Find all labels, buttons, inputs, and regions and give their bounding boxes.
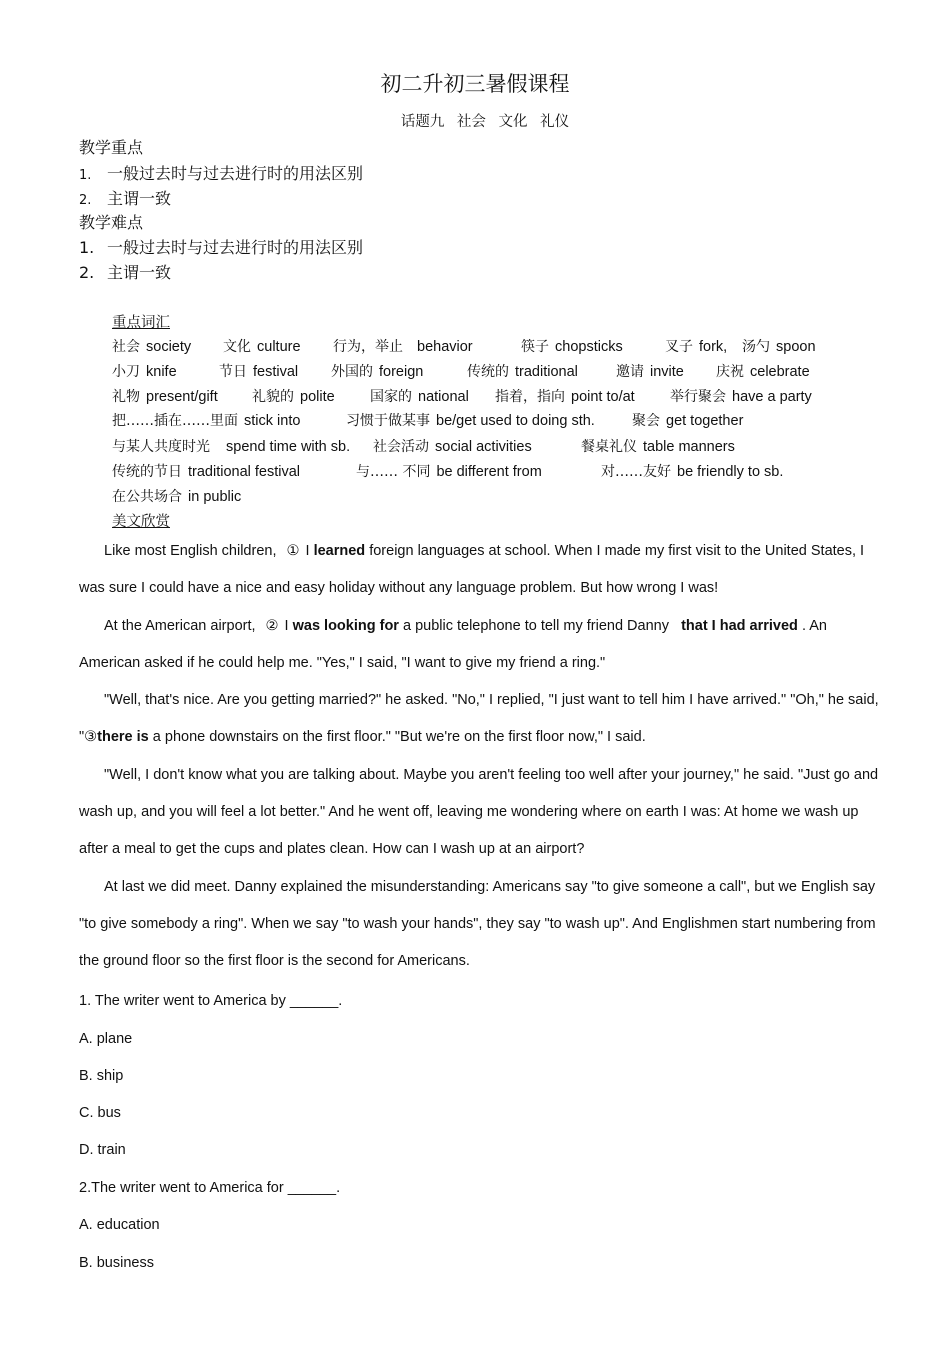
difficulty-item-number: 2. (79, 263, 95, 282)
focus-heading: 教学重点 (79, 138, 144, 157)
option-b: B. business (79, 1255, 154, 1271)
vocab-entry: 邀请 invite (616, 364, 684, 380)
page-subtitle: 话题九 社会 文化 礼仪 (400, 114, 570, 130)
vocab-entry: 聚会 get together (632, 413, 744, 429)
focus-item-number: 1. (79, 168, 92, 183)
difficulty-item (79, 260, 171, 283)
vocab-entry: 习惯于做某事 be/get used to doing sth. (346, 413, 595, 429)
option-a: A. education (79, 1217, 160, 1233)
vocab-entry: 叉子 fork, (665, 339, 728, 355)
difficulty-heading: 教学难点 (79, 213, 144, 232)
difficulty-item-number: 1. (79, 238, 95, 257)
vocab-entry: 节日 festival (219, 364, 299, 380)
vocab-entry: 指着，指向 point to/at (495, 389, 635, 405)
option-b: B. ship (79, 1068, 124, 1084)
vocab-entry: 对……友好 be friendly to sb. (601, 464, 784, 480)
focus-item-text: 主谓一致 (107, 189, 172, 208)
vocab-heading: 重点词汇 (112, 315, 170, 331)
paragraph: "Well, that's nice. Are you getting married?" he asked. "No," I replied, "I just want to tell him I have arrived." "Oh," he said, "③there is a phone downstairs on the first floor." "But we're on the first floor now," I said. (79, 692, 879, 746)
focus-item (79, 186, 171, 209)
reading-passage (79, 533, 879, 981)
vocab-entry: 筷子 chopsticks (521, 339, 623, 355)
difficulty-item-text: 一般过去时与过去进行时的用法区别 (107, 238, 364, 257)
focus-item-number: 2. (79, 193, 92, 208)
paragraph: At the American airport, ② I was looking for a public telephone to tell my friend Danny that I had arrived . An American asked if he could help me. "Yes," I said, "I want to give my friend a ring." (79, 617, 827, 671)
focus-item-text: 一般过去时与过去进行时的用法区别 (107, 164, 364, 183)
vocab-entry: 举行聚会 have a party (670, 389, 812, 405)
vocab-entry: 小刀 knife (112, 364, 177, 380)
paragraph: "Well, I don't know what you are talking about. Maybe you aren't feeling too well after your journey," he said. "Just go and wash up, and you will feel a lot better." And he went off, leaving me wondering where on earth I was: At home we wash up after a meal to get the cups and plates clean. How can I wash up at an airport? (79, 766, 879, 858)
page-title: 初二升初三暑假课程 (380, 72, 570, 96)
focus-item (79, 161, 363, 184)
vocab-entry: 社会 society (112, 339, 192, 355)
paragraph: At last we did meet. Danny explained the misunderstanding: Americans say "to give someone a call", but we English say "to give somebody a ring". When we say "to wash your hands", they say "to wash up". And Englishmen start numbering from the ground floor so the first floor is the second for Americans. (79, 878, 876, 970)
vocab-entry: 餐桌礼仪 table manners (581, 439, 735, 455)
vocab-entry: 与某人共度时光 spend time with sb. (112, 439, 351, 455)
vocab-entry: 礼物 present/gift (112, 389, 218, 405)
vocab-entry: 传统的节日 traditional festival (112, 464, 301, 480)
vocab-entry: 国家的 national (370, 389, 469, 405)
question-1: 1. The writer went to America by ______. (79, 993, 343, 1009)
question-2: 2.The writer went to America for ______. (79, 1180, 341, 1196)
vocab-entry: 社会活动 social activities (373, 439, 532, 455)
vocab-entry: 行为，举止 behavior (333, 339, 473, 355)
difficulty-item-text: 主谓一致 (107, 263, 172, 282)
vocab-entry: 外国的 foreign (331, 364, 424, 380)
reading-heading: 美文欣赏 (112, 514, 170, 530)
vocab-entry: 传统的 traditional (467, 364, 578, 380)
vocab-entry: 与…… 不同 be different from (356, 464, 542, 480)
vocab-entry: 文化 culture (223, 339, 301, 355)
vocab-entry: 把……插在……里面 stick into (112, 413, 301, 429)
difficulty-item (79, 235, 363, 258)
vocab-entry: 礼貌的 polite (252, 389, 335, 405)
vocab-entry: 汤勺 spoon (742, 339, 816, 355)
option-a: A. plane (79, 1031, 133, 1047)
option-c: C. bus (79, 1105, 121, 1121)
paragraph: Like most English children, ① I learned foreign languages at school. When I made my first visit to the United States, I was sure I could have a nice and easy holiday without any language problem. But how wrong I was! (79, 543, 865, 597)
option-d: D. train (79, 1142, 126, 1158)
vocab-entry: 庆祝 celebrate (716, 364, 810, 380)
vocab-entry: 在公共场合 in public (112, 489, 242, 505)
